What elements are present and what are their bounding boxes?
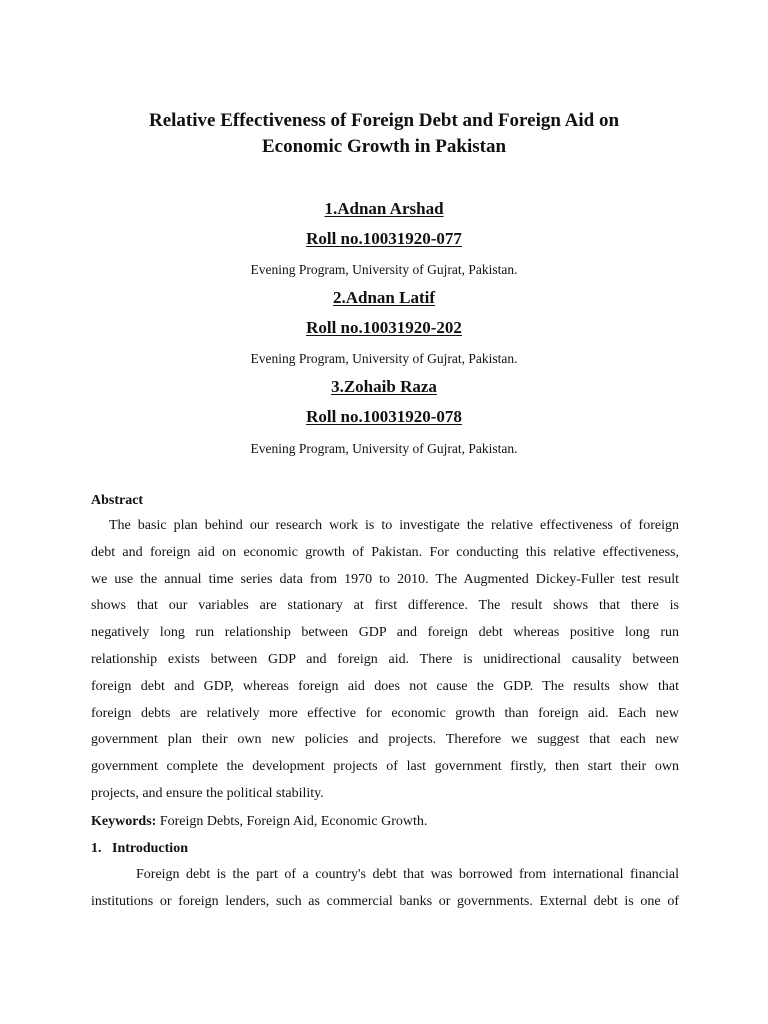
paper-title-line-2: Economic Growth in Pakistan (261, 136, 507, 157)
intro-line: institutions or foreign lenders, such as commercial banks or governments. External debt is one of (91, 893, 679, 909)
author-3-affiliation: Evening Program, University of Gujrat, Pakistan. (250, 441, 518, 456)
author-1-name: 1.Adnan Arshad (324, 199, 444, 218)
abstract-line: negatively long run relationship between GDP and foreign debt whereas positive long run (91, 625, 679, 641)
abstract-line: The basic plan behind our research work is to investigate the relative effectiveness of foreign (109, 518, 679, 533)
introduction-body (91, 862, 679, 916)
abstract-line: foreign debts are relatively more effective for economic growth than foreign aid. Each new (91, 705, 679, 721)
abstract-heading: Abstract (91, 493, 144, 508)
abstract-line: government complete the development projects of last government firstly, then start their own (91, 759, 679, 775)
abstract-body (91, 513, 679, 808)
author-3-name: 3.Zohaib Raza (331, 377, 437, 396)
intro-line: Foreign debt is the part of a country's debt that was borrowed from international financial (136, 867, 679, 882)
keywords-label: Keywords: (91, 814, 157, 829)
abstract-line: foreign debt and GDP, whereas foreign aid does not cause the GDP. The results show that (91, 678, 679, 694)
abstract-line: shows that our variables are stationary at first difference. The result shows that there is (91, 598, 679, 614)
paper-title-line-1: Relative Effectiveness of Foreign Debt and Foreign Aid on (148, 110, 620, 131)
abstract-line: government plan their own new policies and projects. Therefore we suggest that each new (91, 732, 679, 748)
author-2-name: 2.Adnan Latif (332, 288, 436, 307)
keywords (91, 813, 427, 831)
introduction-heading: 1. Introduction (91, 841, 188, 856)
abstract-line: we use the annual time series data from 1970 to 2010. The Augmented Dickey-Fuller test result (91, 571, 679, 587)
abstract-line: projects, and ensure the political stability. (91, 785, 324, 801)
author-2-affiliation: Evening Program, University of Gujrat, Pakistan. (250, 351, 518, 366)
author-3-roll: Roll no.10031920-078 (306, 407, 462, 426)
abstract-line: debt and foreign aid on economic growth of Pakistan. For conducting this relative effectiveness, (91, 544, 679, 560)
abstract-line: relationship exists between GDP and foreign aid. There is unidirectional causality between (91, 651, 679, 667)
author-1-affiliation: Evening Program, University of Gujrat, Pakistan. (250, 262, 518, 277)
keywords-text: Foreign Debts, Foreign Aid, Economic Growth. (156, 814, 428, 829)
author-2-roll: Roll no.10031920-202 (306, 318, 462, 337)
author-1-roll: Roll no.10031920-077 (306, 229, 462, 248)
